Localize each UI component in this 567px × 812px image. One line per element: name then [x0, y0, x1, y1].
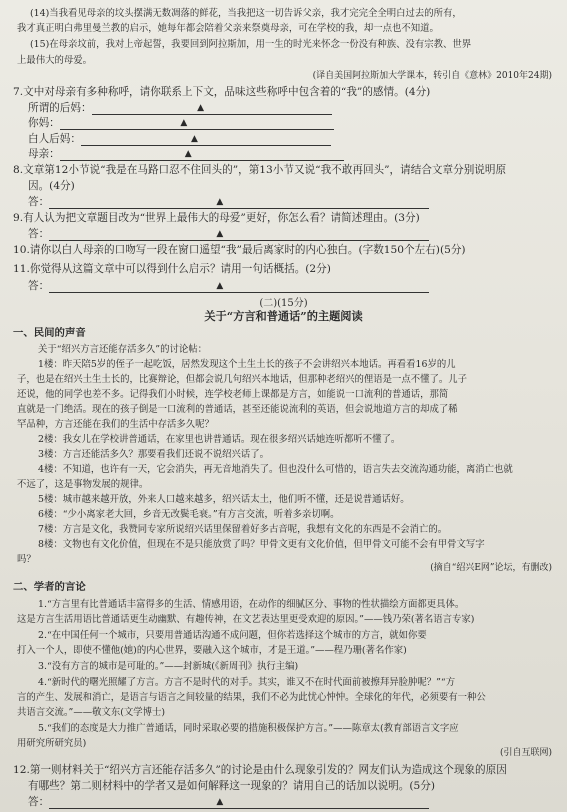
- forum-post-line: 3楼：方言还能活多久？那要看我们还说不说绍兴话了。: [38, 449, 269, 460]
- q7-row-a: [28, 102, 332, 115]
- q7-answer-line-c[interactable]: [81, 134, 331, 146]
- q9-answer-line[interactable]: [49, 229, 429, 241]
- scholar-quote-line: 3.“没有方言的城市是可耻的。”——封新城(《新周刊》执行主编): [38, 661, 299, 672]
- section-1-source: (摘自“绍兴E网”论坛，有删改): [430, 563, 552, 573]
- marker-triangle-icon: ▲: [180, 118, 188, 128]
- answer-label: 答：: [28, 228, 50, 240]
- forum-post-line: 不远了，这是事物发展的规律。: [17, 479, 149, 490]
- paragraph-15-line1: (15)在母亲坟前，我对上帝起誓，我要回到阿拉斯加，用一生的时光来怀念一份没有种族、没有宗教、世界: [30, 39, 472, 50]
- question-10: 10.请你以白人母亲的口吻写一段在窗口遥望“我”最后离家时的内心独白。(字数150个左右)(5分): [13, 244, 466, 256]
- q7-answer-line-b[interactable]: [60, 118, 334, 130]
- q7-row-b: [28, 117, 334, 130]
- scholar-quote-line: 言的产生、发展和消亡，是语言与语言之间较量的结果，我们不必为此忧心忡忡。全球化的年代，必须要有一种公: [17, 692, 486, 703]
- forum-post-line: 罕品种，方言还能在我们的生活中存活多久呢？: [17, 419, 214, 430]
- q7-row-c: [28, 133, 331, 146]
- q7-label-d: 母亲：: [28, 148, 60, 160]
- section-1-heading: 一、民间的声音: [13, 327, 86, 339]
- forum-post-line: 7楼：方言是文化，我赞同专家所说绍兴话里保留着好多古音呢，我想有文化的东西是不会消亡的。: [38, 524, 448, 535]
- forum-post-line: 吗？: [17, 554, 36, 565]
- q9-answer-row: [28, 228, 429, 241]
- scholar-quote-line: 用研究所研究员): [17, 738, 87, 749]
- answer-label: 答：: [28, 280, 50, 292]
- marker-triangle-icon: ▲: [190, 134, 198, 144]
- scholar-quote-line: 1.“方言里有比普通话丰富得多的生活、情感用语，在动作的细腻区分、事物的性状描绘方面都更具体。: [38, 599, 465, 610]
- question-9: 9.有人认为把文章题目改为“世界上最伟大的母爱”更好，你怎么看？请简述理由。(3分): [13, 212, 420, 224]
- q7-answer-line-d[interactable]: [60, 149, 344, 161]
- scholar-quote-line: 共语言交流。”——敬文东(文学博士): [17, 707, 166, 718]
- paragraph-14-line2: 我才真正明白弗里曼兰教的启示，她每年都会陪着父亲来祭奠母亲，可在学校的我，却一点也不知道。: [17, 23, 439, 34]
- paragraph-15-line2: 上最伟大的母爱。: [17, 55, 93, 66]
- paragraph-14-line1: (14)当我看见母亲的坟头摆满无数凋落的鲜花，当我把这一切告诉父亲，我才完完全全明白过去的所有，: [30, 8, 462, 19]
- marker-triangle-icon: ▲: [216, 197, 224, 207]
- answer-label: 答：: [28, 196, 50, 208]
- forum-thread-title: 关于“绍兴方言还能存活多久”的讨论帖：: [38, 344, 207, 355]
- forum-post-line: 还说，他的同学也差不多。记得我们小时候，连学校老师上课都是方言，如能说一口流利的普通话，那简: [17, 389, 449, 400]
- question-7: 7.文中对母亲有多种称呼，请你联系上下文，品味这些称呼中包含着的“我”的感情。(4分): [13, 86, 431, 98]
- question-11: 11.你觉得从这篇文章中可以得到什么启示？请用一句话概括。(2分): [13, 263, 331, 275]
- scholar-quote-line: 这是方言生活用语比普通话更生动幽默、有趣传神，在文艺表达里更受欢迎的原因。”——钱乃荣(著名语言专家): [17, 614, 475, 625]
- answer-label: 答：: [28, 796, 50, 808]
- question-12-line2: 有哪些？第二则材料中的学者又是如何解释这一现象的？请用自己的话加以说明。(5分): [28, 780, 435, 792]
- q11-answer-line[interactable]: [49, 281, 429, 293]
- scholar-quote-line: 打入一个人，即使不懂他(她)的内心世界，要融入这个城市，才是王道。”——程乃珊(著名作家): [17, 645, 407, 656]
- question-8-line2: 因。(4分): [28, 180, 75, 192]
- story-source: (译自美国阿拉斯加大学课本，转引自《意林》2010年24期): [312, 71, 552, 81]
- section-2-heading: 二、学者的言论: [13, 581, 86, 593]
- marker-triangle-icon: ▲: [184, 149, 192, 159]
- marker-triangle-icon: ▲: [216, 281, 224, 291]
- forum-post-line: 4楼：不知道，也许有一天，它会消失，再无音地消失了。但也没什么可惜的，语言失去交流沟通功能，离消亡也就: [38, 464, 513, 475]
- forum-post-line: 5楼：城市越来越开放，外来人口越来越多，绍兴话太土，他们听不懂，还是说普通话好。: [38, 494, 410, 505]
- q12-answer-row: [28, 796, 429, 809]
- marker-triangle-icon: ▲: [216, 229, 224, 239]
- forum-post-line: 1楼：昨天陪5岁的侄子一起吃饭，居然发现这个土生土长的孩子不会讲绍兴本地话。再看看16岁的儿: [38, 359, 456, 370]
- scholar-quote-line: 5.“我们的态度是大力推广普通话，同时采取必要的措施积极保护方言。”——陈章太(教育部语言文字应: [38, 723, 459, 734]
- question-12-line1: 12.第一则材料关于“绍兴方言还能存活多久”的讨论是由什么现象引发的？网友们认为造成这个现象的原因: [13, 764, 507, 776]
- marker-triangle-icon: ▲: [197, 103, 205, 113]
- forum-post-line: 6楼：“少小离家老大回，乡音无改鬓毛衰。”有方言交流，听着多亲切啊。: [38, 509, 340, 520]
- q7-label-c: 白人后妈：: [28, 133, 81, 145]
- part-two-title: 关于“方言和普通话”的主题阅读: [204, 309, 363, 323]
- forum-post-line: 8楼：文物也有文化价值，但现在不是只能放赏了吗？甲骨文更有文化价值，但甲骨文可能不会有甲骨文写字: [38, 539, 485, 550]
- scholar-quote-line: 2.“在中国任何一个城市，只要用普通话沟通不成问题，但你若选择这个城市的方言，就如你要: [38, 630, 427, 641]
- q7-label-b: 你妈：: [28, 117, 60, 129]
- part-two-label: (二)(15分): [259, 298, 308, 309]
- forum-post-line: 子，也是在绍兴土生土长的，比赛辩论，但都会说几句绍兴本地话，但那种老绍兴的俚语是一点不懂了。儿子: [17, 374, 468, 385]
- q7-row-d: [28, 148, 344, 161]
- q8-answer-row: [28, 196, 429, 209]
- q12-answer-line[interactable]: [49, 797, 429, 809]
- q7-label-a: 所谓的后妈：: [28, 102, 92, 114]
- q7-answer-line-a[interactable]: [92, 103, 332, 115]
- scholar-quote-line: 4.“新时代的曙光照耀了方言。方言不是时代的对手。其实，谁又不在时代面前被擦拜异脸肿呢？”“方: [38, 677, 456, 688]
- marker-triangle-icon: ▲: [216, 797, 224, 807]
- forum-post-line: 直就是一门绝活。现在的孩子倒是一口流利的普通话，甚至还能说流利的英语，但会说地道方言的却成了稀: [17, 404, 458, 415]
- question-8-line1: 8.文章第12小节说“我是在马路口忍不住回头的”，第13小节又说“我不敢再回头”，请结合文章分别说明原: [13, 164, 507, 176]
- q11-answer-row: [28, 280, 429, 293]
- forum-post-line: 2楼：我女儿在学校讲普通话，在家里也讲普通话。现在很多绍兴话她连听都听不懂了。: [38, 434, 401, 445]
- q8-answer-line[interactable]: [49, 197, 429, 209]
- section-2-source: (引自互联网): [499, 748, 552, 758]
